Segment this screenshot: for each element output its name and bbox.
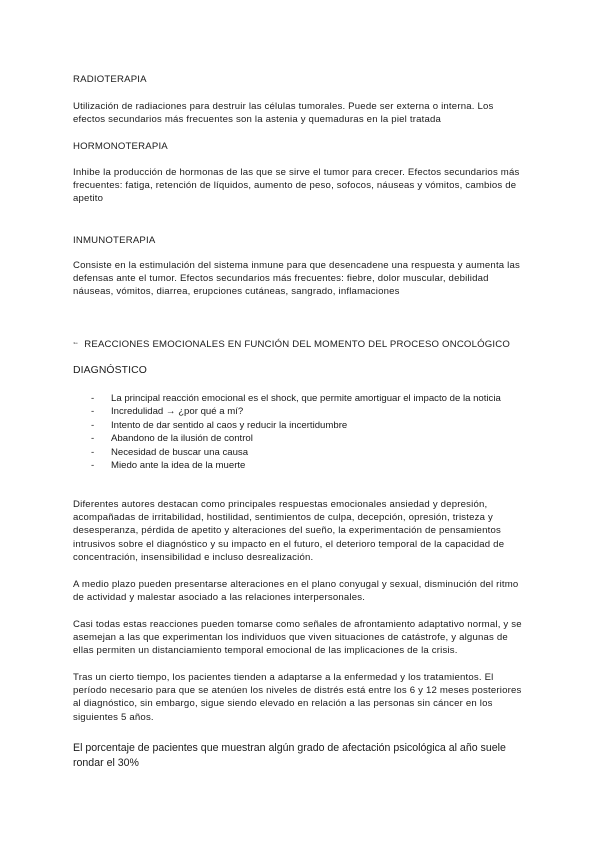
list-item: - La principal reacción emocional es el shock, que permite amortiguar el impacto de la noticia [91, 393, 501, 404]
inmunoterapia-section [73, 234, 529, 247]
text-line: náuseas, vómitos, diarrea, erupciones cutáneas, sangrado, inflamaciones [73, 286, 400, 298]
paragraph-respuestas [73, 498, 529, 564]
text-line: apetito [73, 193, 104, 205]
hormonoterapia-heading: HORMONOTERAPIA [73, 141, 168, 152]
radioterapia-heading: RADIOTERAPIA [73, 74, 147, 85]
dash-bullet: - [91, 460, 95, 472]
text-line: frecuentes: fatiga, retención de líquidos, aumento de peso, sofocos, náuseas y vómitos, cambios de [73, 180, 517, 192]
dash-bullet: - [91, 446, 95, 458]
text-line: asemejan a las que experimentan los individuos que viven situaciones de catástrofe, y algunas de [73, 632, 508, 644]
list-item: - Intento de dar sentido al caos y reducir la incertidumbre [91, 419, 348, 431]
reacciones-section-heading [73, 338, 543, 351]
section-title: REACCIONES EMOCIONALES EN FUNCIÓN DEL MOMENTO DEL PROCESO ONCOLÓGICO [84, 339, 511, 351]
inmunoterapia-text [73, 259, 529, 299]
text-line: rondar el 30% [73, 757, 139, 769]
dash-bullet: - [91, 433, 95, 445]
text-line: siguientes 5 años. [73, 711, 154, 723]
diagnostico-list [73, 392, 533, 472]
closing-statement [73, 741, 533, 771]
text-line: concentración, insensibilidad e incluso desrealización. [73, 551, 314, 563]
text-line: A medio plazo pueden presentarse alteraciones en el plano conyugal y sexual, disminución del ritmo [73, 579, 519, 590]
dash-bullet: - [91, 406, 95, 418]
list-item: - Miedo ante la idea de la muerte [91, 460, 246, 472]
hormonoterapia-section [73, 140, 529, 153]
paragraph-afrontamiento [73, 618, 529, 658]
text-line: Utilización de radiaciones para destruir las células tumorales. Puede ser externa o interna. Los [73, 101, 494, 112]
list-item: - Necesidad de buscar una causa [91, 446, 249, 458]
text-line: ellas permiten un distanciamiento temporal emocional de las implicaciones de la crisis. [73, 645, 458, 657]
text-line: período necesario para que se atenúen los niveles de distrés está entre los 6 y 12 meses posteriores [73, 685, 522, 697]
list-item: - Abandono de la ilusión de control [91, 433, 253, 445]
text-line: Casi todas estas reacciones pueden tomarse como señales de afrontamiento adaptativo normal, y se [73, 619, 522, 630]
paragraph-medio-plazo [73, 578, 529, 604]
dash-bullet: - [91, 419, 95, 431]
text-line: Diferentes autores destacan como principales respuestas emocionales ansiedad y depresión, [73, 499, 488, 510]
dash-bullet: - [91, 393, 95, 404]
text-line: efectos secundarios más frecuentes son la astenia y quemaduras en la piel tratada [73, 114, 442, 126]
diagnostico-heading: DIAGNÓSTICO [73, 365, 147, 376]
list-item: - Incredulidad → ¿por qué a mí? [91, 406, 244, 418]
text-line: al diagnóstico, sin embargo, sigue siendo elevado en relación a las personas sin cáncer en los [73, 698, 493, 710]
text-line: acompañadas de irritabilidad, hostilidad, sentimientos de culpa, decepción, opresión, tristeza y [73, 512, 494, 524]
inmunoterapia-heading: INMUNOTERAPIA [73, 235, 156, 246]
arrow-bullet-icon: ➳ [73, 341, 79, 347]
radioterapia-text [73, 100, 529, 126]
text-line: Inhibe la producción de hormonas de las que se sirve el tumor para crecer. Efectos secundarios más [73, 167, 520, 178]
diagnostico-section [73, 364, 529, 377]
text-line: defensas ante el tumor. Efectos secundarios más frecuentes: fiebre, dolor muscular, debilidad [73, 273, 489, 285]
text-line: desesperanza, pérdida de apetito y alteraciones del sueño, la experimentación de pensamientos [73, 525, 501, 537]
text-line: Tras un cierto tiempo, los pacientes tienden a adaptarse a la enfermedad y los tratamientos. El [73, 672, 494, 683]
text-line: intrusivos sobre el diagnóstico y su impacto en el futuro, el deterioro temporal de la capacidad de [73, 538, 505, 550]
paragraph-adaptacion [73, 671, 529, 724]
text-line: El porcentaje de pacientes que muestran algún grado de afectación psicológica al año suele [73, 742, 506, 754]
text-line: de actividad y malestar asociado a las relaciones interpersonales. [73, 592, 366, 604]
text-line: Consiste en la estimulación del sistema inmune para que desencadene una respuesta y aumenta las [73, 260, 521, 271]
radioterapia-section [73, 73, 529, 86]
hormonoterapia-text [73, 166, 529, 206]
